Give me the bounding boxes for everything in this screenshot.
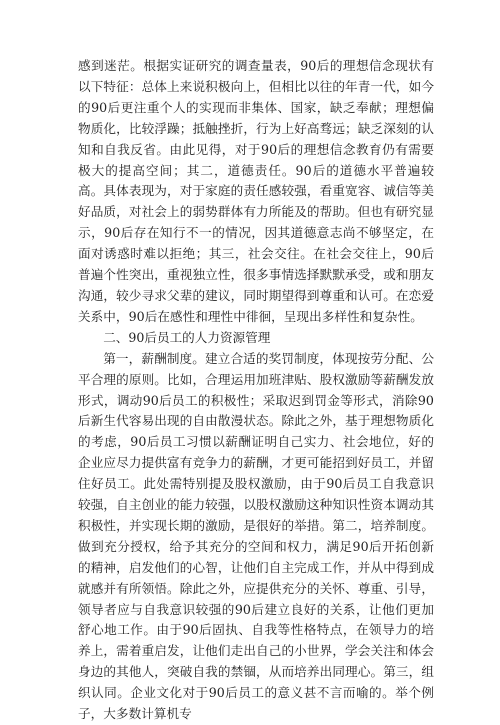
section-heading: 二、90后员工的人力资源管理: [103, 329, 271, 345]
body-paragraph-2: 第一，薪酬制度。建立合适的奖罚制度，体现按劳分配、公平合理的原则。比如，合理运用加班津贴、股权激励等薪酬发放形式，调动90后员工的积极性；采取迟到罚金等形式，消除90后新生代容易出现的自由散漫状态。除此之外，基于理想物质化的考虑，90后员工习惯以薪酬证明自己实力、社会地位，好的企业应尽力提供富有竞争力的薪酬，才更可能招到好员工，并留住好员工。此处需特别提及股权激励，由于90后员工自我意识较强，自主创业的能力较强，以股权激励这种知识性资本调动其积极性，并实现长期的激励，是很好的举措。第二，培养制度。做到充分授权，给予其充分的空间和权力，满足90后开拓创新的精神，启发他们的心智，让他们自主完成工作，并从中得到成就感并有所领悟。除此之外，应提供充分的关怀、尊重、引导，领导者应与自我意识较强的90后建立良好的关系，让他们更加舒心地工作。由于90后固执、自我等性格特点，在领导力的培养上，需着重启发，让他们走出自己的小世界，学会关注和体会身边的其他人，突破自我的禁锢，从而培养出同理心。第三，组织认同。企业文化对于90后员工的意义甚不言而喻的。举个例子，大多数计算机专: [78, 350, 434, 722]
body-paragraph-1: 感到迷茫。根据实证研究的调查量表，90后的理想信念现状有以下特征：总体上来说积极向上，但相比以往的年青一代，如今的90后更注重个人的实现而非集体、国家，缺乏奉献；理想偏物质化，比较浮躁；抵触挫折，行为上好高骛远；缺乏深刻的认知和自我反省。由此见得，对于90后的理想信念教育仍有需要极大的提高空间；其二，道德责任。90后的道德水平普遍较高。具体表现为，对于家庭的责任感较强，看重宽容、诚信等美好品质，对社会上的弱势群体有力所能及的帮助。但也有研究显示，90后存在知行不一的情况，因其道德意志尚不够坚定，在面对诱惑时难以拒绝；其三，社会交往。在社会交往上，90后普遍个性突出，重视独立性，很多事情选择默默承受，或和朋友沟通，较少寻求父辈的建议，同时期望得到尊重和认可。在恋爱关系中，90后在感性和理性中徘徊，呈现出多样性和复杂性。: [78, 58, 434, 324]
